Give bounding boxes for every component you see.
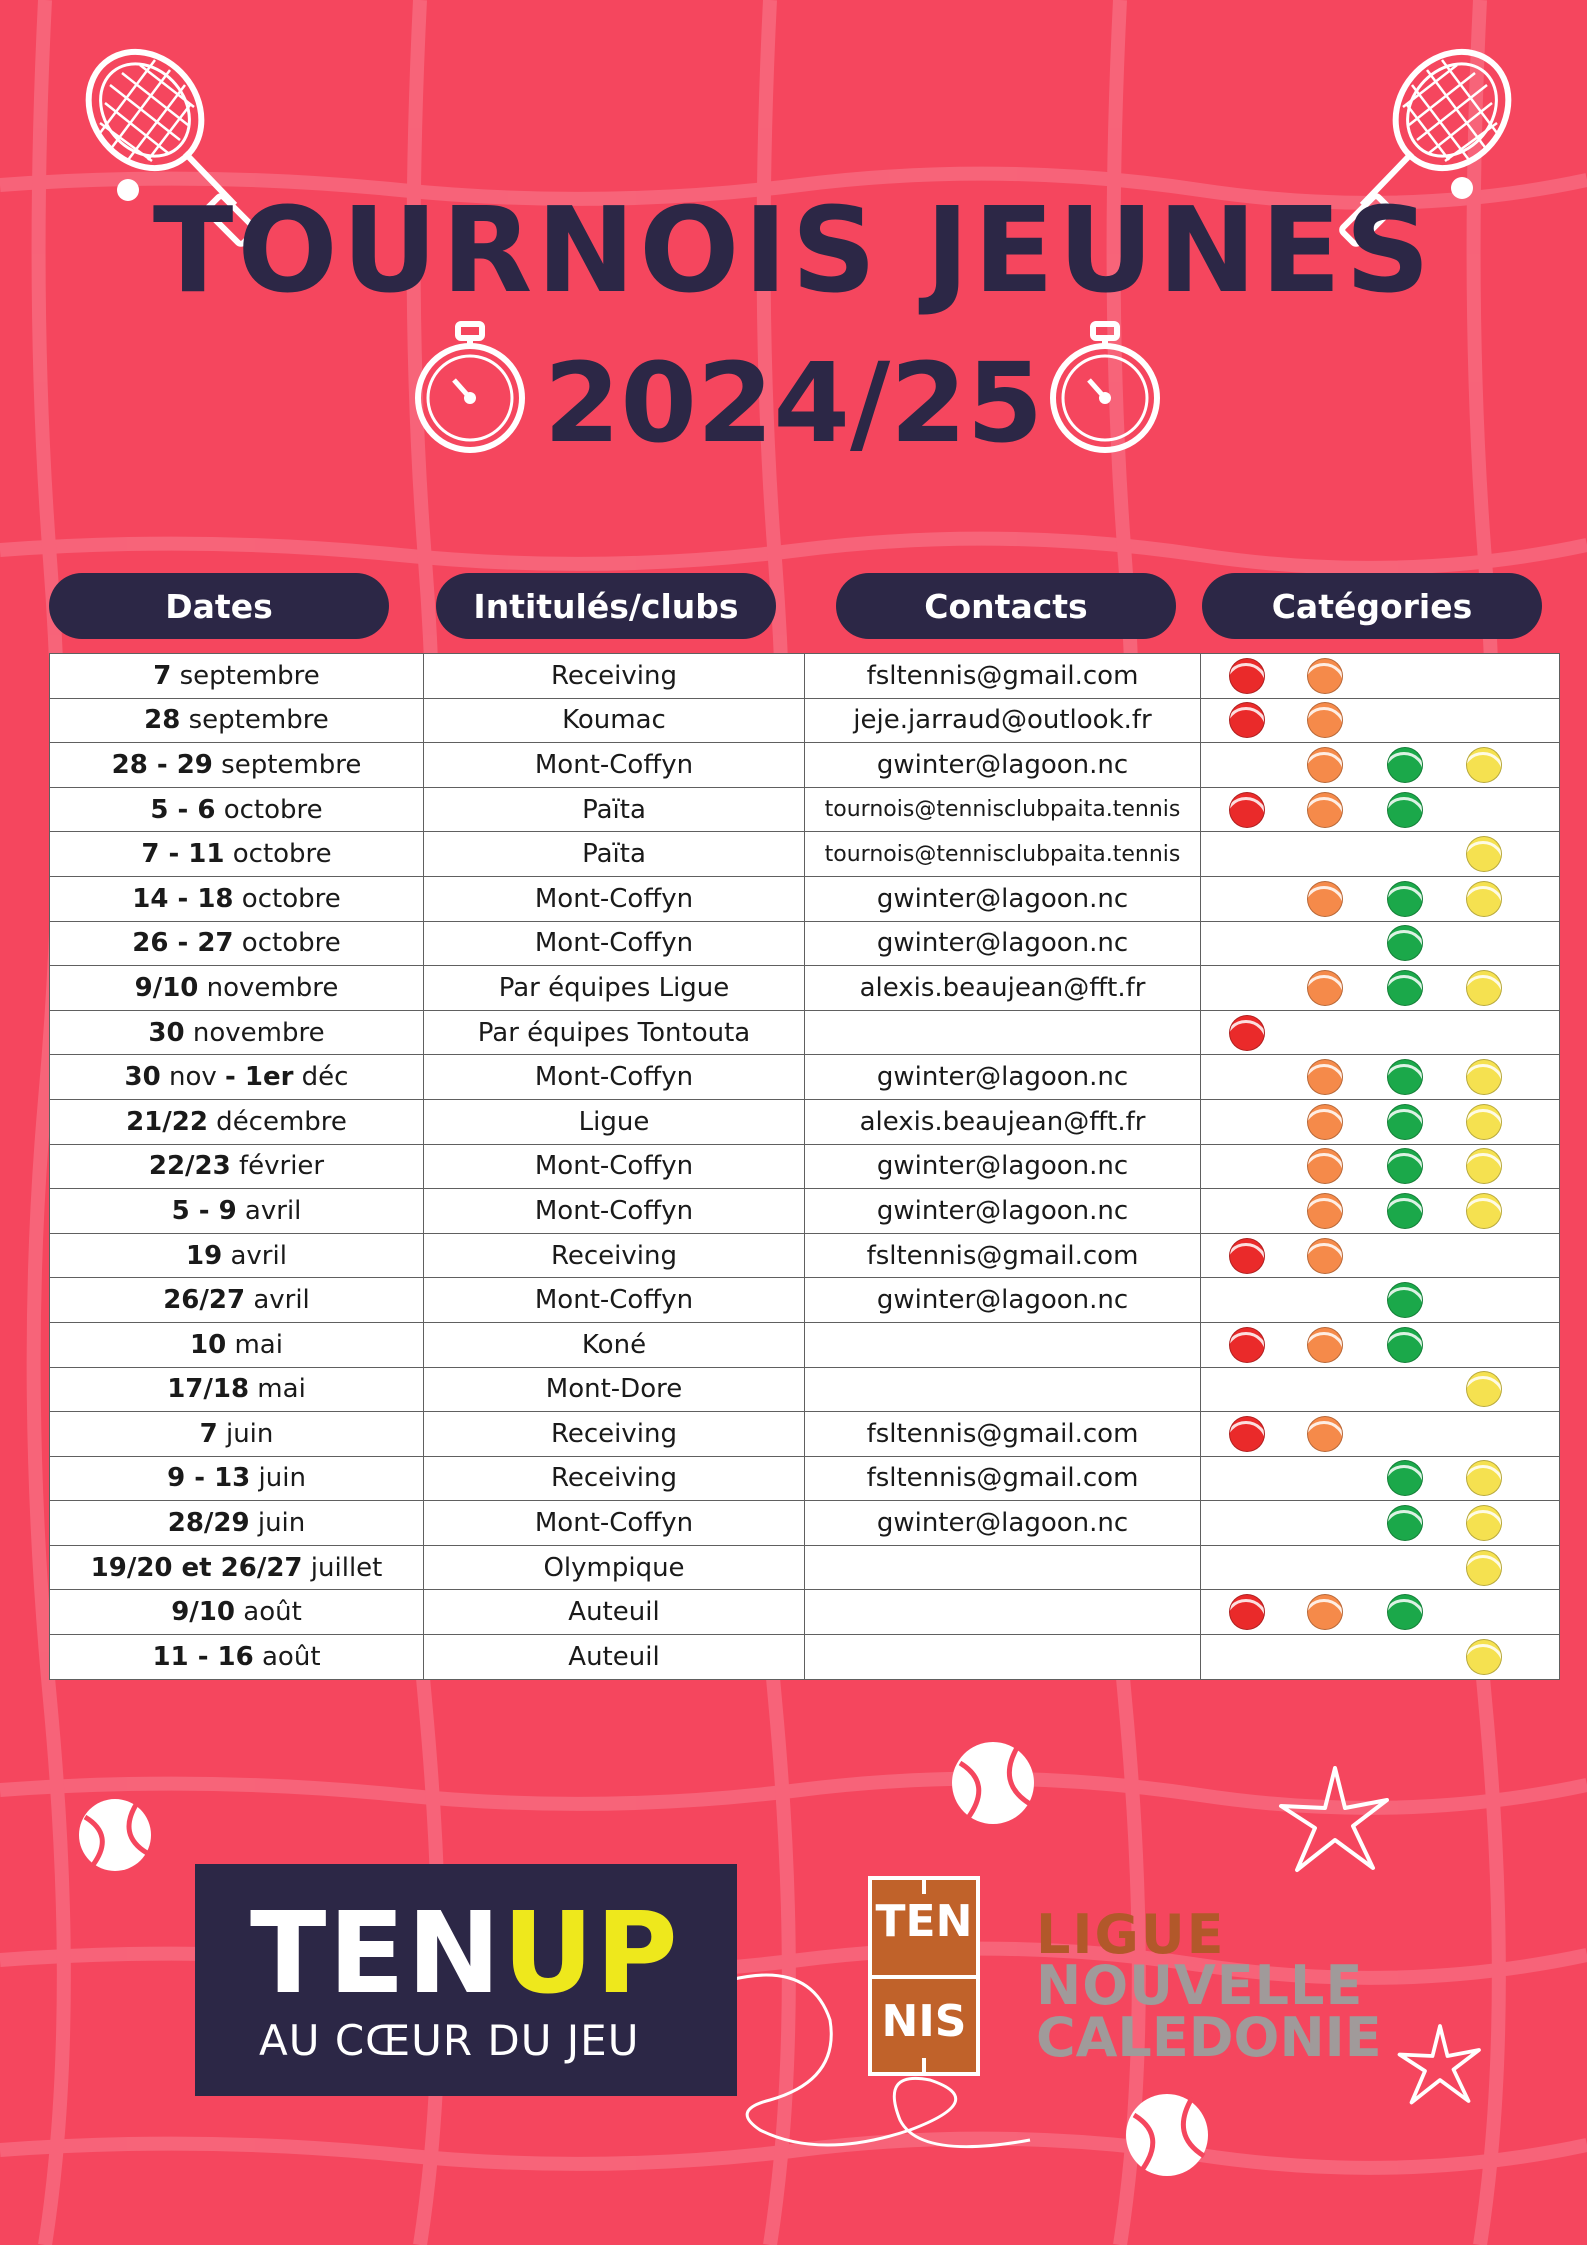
table-row: [50, 1456, 1560, 1501]
header-categories: Catégories: [1202, 573, 1542, 639]
tennis-logo-top: TEN: [875, 1896, 973, 1947]
row-contact[interactable]: [805, 1322, 1201, 1367]
row-club: Ligue: [424, 1099, 805, 1144]
row-categories: [1201, 1590, 1560, 1635]
row-contact[interactable]: fsltennis@gmail.com: [805, 1412, 1201, 1457]
row-club: Auteuil: [424, 1635, 805, 1680]
ball-red-icon: [1229, 792, 1265, 828]
date-text: juin: [250, 1463, 306, 1494]
ball-orange-icon: [1307, 1416, 1343, 1452]
row-club: Mont-Coffyn: [424, 921, 805, 966]
date-text: août: [235, 1597, 302, 1628]
tenup-tagline: AU CŒUR DU JEU: [259, 2016, 640, 2065]
row-date: [50, 876, 424, 921]
ligue-line3: CALEDONIE: [1036, 2006, 1382, 2069]
row-categories: [1201, 1189, 1560, 1234]
row-date: [50, 1144, 424, 1189]
date-text: juillet: [302, 1552, 383, 1583]
table-row: [50, 1233, 1560, 1278]
ball-yellow-icon: [1466, 1639, 1502, 1675]
date-bold: 7: [199, 1418, 218, 1449]
tennis-ball-icon: [75, 1795, 155, 1875]
row-categories: [1201, 1367, 1560, 1412]
date-bold: 9 - 13: [167, 1463, 251, 1494]
table-row: [50, 1055, 1560, 1100]
date-bold: 19: [186, 1240, 223, 1271]
date-bold: 26/27: [163, 1285, 246, 1316]
ball-red-icon: [1229, 1327, 1265, 1363]
row-club: Mont-Coffyn: [424, 1055, 805, 1100]
row-contact[interactable]: jeje.jarraud@outlook.fr: [805, 698, 1201, 743]
row-club: Mont-Coffyn: [424, 876, 805, 921]
table-row: [50, 966, 1560, 1011]
row-date: [50, 1099, 424, 1144]
table-row: [50, 921, 1560, 966]
header-dates: Dates: [49, 573, 389, 639]
row-categories: [1201, 1099, 1560, 1144]
date-bold: 11 - 16: [152, 1641, 254, 1672]
date-text: septembre: [171, 660, 320, 691]
table-row: [50, 1322, 1560, 1367]
row-categories: [1201, 1501, 1560, 1546]
ball-yellow-icon: [1466, 1104, 1502, 1140]
row-contact[interactable]: alexis.beaujean@fft.fr: [805, 1099, 1201, 1144]
date-bold: 7: [153, 660, 172, 691]
row-date: [50, 1545, 424, 1590]
row-categories: [1201, 1055, 1560, 1100]
ball-orange-icon: [1307, 1594, 1343, 1630]
ball-yellow-icon: [1466, 881, 1502, 917]
row-date: [50, 1233, 424, 1278]
row-club: Receiving: [424, 1412, 805, 1457]
row-club: Mont-Coffyn: [424, 1501, 805, 1546]
row-contact[interactable]: gwinter@lagoon.nc: [805, 1144, 1201, 1189]
table-row: [50, 1144, 1560, 1189]
row-contact[interactable]: gwinter@lagoon.nc: [805, 743, 1201, 788]
ball-yellow-icon: [1466, 836, 1502, 872]
ball-green-icon: [1387, 881, 1423, 917]
date-text: octobre: [215, 794, 323, 825]
row-date: [50, 1055, 424, 1100]
row-date: [50, 1010, 424, 1055]
row-contact[interactable]: gwinter@lagoon.nc: [805, 1189, 1201, 1234]
ball-green-icon: [1387, 1104, 1423, 1140]
ball-green-icon: [1387, 792, 1423, 828]
row-contact[interactable]: fsltennis@gmail.com: [805, 654, 1201, 699]
date-text: juin: [249, 1508, 306, 1539]
date-text: décembre: [207, 1106, 347, 1137]
ball-orange-icon: [1307, 1193, 1343, 1229]
row-contact[interactable]: gwinter@lagoon.nc: [805, 921, 1201, 966]
row-contact[interactable]: gwinter@lagoon.nc: [805, 1501, 1201, 1546]
row-date: [50, 698, 424, 743]
ball-yellow-icon: [1466, 1193, 1502, 1229]
table-row: [50, 832, 1560, 877]
row-categories: [1201, 1545, 1560, 1590]
date-bold: 22/23: [148, 1151, 231, 1182]
row-date: [50, 1635, 424, 1680]
tournament-table: [49, 653, 1560, 1680]
row-categories: [1201, 698, 1560, 743]
date-bold: 7 - 11: [141, 839, 225, 870]
tenup-up-text: UP: [502, 1889, 680, 2019]
ball-orange-icon: [1307, 1238, 1343, 1274]
row-club: Mont-Dore: [424, 1367, 805, 1412]
ball-yellow-icon: [1466, 1505, 1502, 1541]
row-contact[interactable]: [805, 1367, 1201, 1412]
ball-green-icon: [1387, 1505, 1423, 1541]
date-text: avril: [222, 1240, 287, 1271]
date-text: octobre: [224, 839, 332, 870]
ball-yellow-icon: [1466, 1550, 1502, 1586]
date-bold: 9/10: [134, 972, 199, 1003]
date-text: avril: [236, 1195, 302, 1226]
header-clubs: Intitulés/clubs: [436, 573, 776, 639]
row-club: Par équipes Ligue: [424, 966, 805, 1011]
table-row: [50, 1189, 1560, 1234]
table-row: [50, 1501, 1560, 1546]
row-club: Mont-Coffyn: [424, 743, 805, 788]
date-bold: 19/20 et 26/27: [90, 1552, 303, 1583]
date-bold: 28: [144, 705, 181, 736]
row-club: Olympique: [424, 1545, 805, 1590]
row-date: [50, 1501, 424, 1546]
row-categories: [1201, 876, 1560, 921]
ball-yellow-icon: [1466, 1148, 1502, 1184]
date-bold: 5 - 6: [150, 794, 216, 825]
table-row: [50, 1412, 1560, 1457]
ball-red-icon: [1229, 1238, 1265, 1274]
ball-orange-icon: [1307, 970, 1343, 1006]
date-bold: - 1er: [225, 1062, 294, 1093]
row-categories: [1201, 1010, 1560, 1055]
date-bold: 17/18: [167, 1374, 250, 1405]
date-text: février: [230, 1151, 325, 1182]
date-bold: 28 - 29: [111, 749, 213, 780]
ball-orange-icon: [1307, 1059, 1343, 1095]
ball-orange-icon: [1307, 1327, 1343, 1363]
row-club: Receiving: [424, 1233, 805, 1278]
date-bold: 30: [124, 1062, 161, 1093]
ball-green-icon: [1387, 1460, 1423, 1496]
row-club: Païta: [424, 787, 805, 832]
row-categories: [1201, 743, 1560, 788]
row-contact[interactable]: [805, 1590, 1201, 1635]
table-row: [50, 787, 1560, 832]
tennis-court-logo: [868, 1876, 980, 2076]
date-bold: 9/10: [171, 1597, 235, 1628]
date-bold: 10: [190, 1329, 227, 1360]
date-text: avril: [245, 1285, 310, 1316]
row-categories: [1201, 832, 1560, 877]
ball-green-icon: [1387, 747, 1423, 783]
row-date: [50, 966, 424, 1011]
ball-green-icon: [1387, 1282, 1423, 1318]
ball-green-icon: [1387, 1193, 1423, 1229]
date-text: août: [253, 1641, 321, 1672]
row-club: Receiving: [424, 1456, 805, 1501]
date-text: nov: [160, 1062, 226, 1093]
ball-red-icon: [1229, 1015, 1265, 1051]
row-contact[interactable]: gwinter@lagoon.nc: [805, 1278, 1201, 1323]
table-row: [50, 1367, 1560, 1412]
row-club: Mont-Coffyn: [424, 1144, 805, 1189]
table-row: [50, 654, 1560, 699]
row-club: Koné: [424, 1322, 805, 1367]
date-text: mai: [226, 1329, 283, 1360]
row-date: [50, 1367, 424, 1412]
table-row: [50, 743, 1560, 788]
ball-green-icon: [1387, 925, 1423, 961]
row-date: [50, 832, 424, 877]
row-categories: [1201, 654, 1560, 699]
row-contact[interactable]: [805, 1635, 1201, 1680]
tenup-ten-text: TEN: [250, 1889, 503, 2019]
ball-orange-icon: [1307, 792, 1343, 828]
table-row: [50, 698, 1560, 743]
row-date: [50, 1412, 424, 1457]
date-bold: 5 - 9: [171, 1195, 237, 1226]
row-contact[interactable]: gwinter@lagoon.nc: [805, 876, 1201, 921]
row-date: [50, 654, 424, 699]
row-categories: [1201, 1322, 1560, 1367]
ball-red-icon: [1229, 702, 1265, 738]
row-categories: [1201, 1456, 1560, 1501]
row-date: [50, 1590, 424, 1635]
ball-orange-icon: [1307, 702, 1343, 738]
row-date: [50, 1278, 424, 1323]
table-row: [50, 1278, 1560, 1323]
ball-green-icon: [1387, 1059, 1423, 1095]
row-categories: [1201, 1233, 1560, 1278]
table-row: [50, 1590, 1560, 1635]
tennis-logo-bottom: NIS: [881, 1996, 967, 2047]
row-club: Mont-Coffyn: [424, 1189, 805, 1234]
star-doodle-icon: [1395, 2020, 1485, 2110]
ball-red-icon: [1229, 1594, 1265, 1630]
header-contacts: Contacts: [836, 573, 1176, 639]
table-row: [50, 876, 1560, 921]
table-row: [50, 1545, 1560, 1590]
row-categories: [1201, 1278, 1560, 1323]
date-text: octobre: [233, 883, 341, 914]
ball-green-icon: [1387, 970, 1423, 1006]
ball-orange-icon: [1307, 658, 1343, 694]
ball-yellow-icon: [1466, 970, 1502, 1006]
row-categories: [1201, 1144, 1560, 1189]
date-bold: 30: [148, 1017, 185, 1048]
row-contact[interactable]: gwinter@lagoon.nc: [805, 1055, 1201, 1100]
row-contact[interactable]: [805, 1010, 1201, 1055]
ball-red-icon: [1229, 1416, 1265, 1452]
ball-green-icon: [1387, 1327, 1423, 1363]
row-contact[interactable]: tournois@tennisclubpaita.tennis: [805, 832, 1201, 877]
row-date: [50, 1189, 424, 1234]
ball-yellow-icon: [1466, 1460, 1502, 1496]
row-date: [50, 921, 424, 966]
date-bold: 26 - 27: [132, 928, 234, 959]
date-text: novembre: [198, 972, 339, 1003]
ball-yellow-icon: [1466, 1371, 1502, 1407]
ball-orange-icon: [1307, 1104, 1343, 1140]
ball-red-icon: [1229, 658, 1265, 694]
row-categories: [1201, 966, 1560, 1011]
date-text: juin: [217, 1418, 274, 1449]
ball-orange-icon: [1307, 747, 1343, 783]
row-date: [50, 1322, 424, 1367]
date-bold: 21/22: [126, 1106, 208, 1137]
star-doodle-icon: [1275, 1760, 1395, 1880]
row-categories: [1201, 787, 1560, 832]
date-text: octobre: [233, 928, 341, 959]
row-club: Auteuil: [424, 1590, 805, 1635]
season-year: 2024/25: [543, 339, 1044, 467]
tennis-ball-icon: [948, 1738, 1038, 1828]
row-contact[interactable]: alexis.beaujean@fft.fr: [805, 966, 1201, 1011]
ball-yellow-icon: [1466, 1059, 1502, 1095]
poster-title: TOURNOIS JEUNES: [152, 181, 1435, 319]
date-text: septembre: [180, 705, 329, 736]
ligue-line1: LIGUE: [1036, 1903, 1226, 1966]
row-contact[interactable]: fsltennis@gmail.com: [805, 1233, 1201, 1278]
ligue-line2: NOUVELLE: [1036, 1954, 1364, 2017]
table-row: [50, 1010, 1560, 1055]
date-bold: 28/29: [167, 1508, 250, 1539]
row-club: Par équipes Tontouta: [424, 1010, 805, 1055]
date-text: déc: [293, 1062, 349, 1093]
row-contact[interactable]: tournois@tennisclubpaita.tennis: [805, 787, 1201, 832]
row-date: [50, 787, 424, 832]
table-row: [50, 1635, 1560, 1680]
row-categories: [1201, 921, 1560, 966]
tennis-ball-icon: [1122, 2090, 1212, 2180]
row-categories: [1201, 1635, 1560, 1680]
ball-orange-icon: [1307, 881, 1343, 917]
table-row: [50, 1099, 1560, 1144]
row-contact[interactable]: fsltennis@gmail.com: [805, 1456, 1201, 1501]
ball-green-icon: [1387, 1594, 1423, 1630]
row-date: [50, 1456, 424, 1501]
date-text: mai: [249, 1374, 306, 1405]
row-categories: [1201, 1412, 1560, 1457]
date-bold: 14 - 18: [132, 883, 234, 914]
row-club: Receiving: [424, 654, 805, 699]
date-text: novembre: [184, 1017, 325, 1048]
tenup-logo: [195, 1864, 737, 2096]
ball-yellow-icon: [1466, 747, 1502, 783]
ball-orange-icon: [1307, 1148, 1343, 1184]
row-date: [50, 743, 424, 788]
row-club: Koumac: [424, 698, 805, 743]
row-club: Mont-Coffyn: [424, 1278, 805, 1323]
row-club: Païta: [424, 832, 805, 877]
date-text: septembre: [212, 749, 362, 780]
ball-green-icon: [1387, 1148, 1423, 1184]
row-contact[interactable]: [805, 1545, 1201, 1590]
